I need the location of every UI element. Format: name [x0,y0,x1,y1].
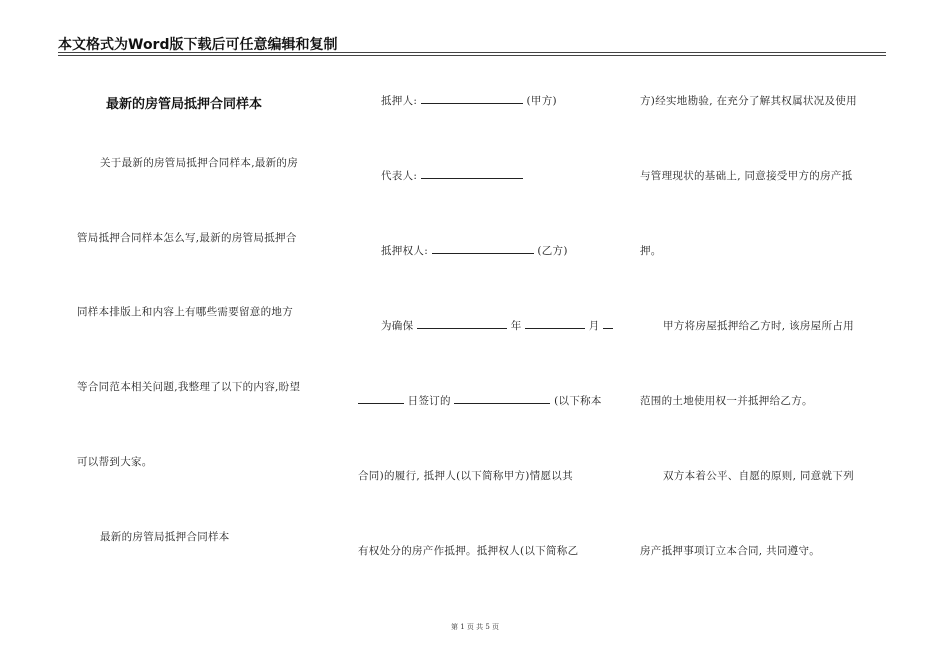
col1-subheading: 最新的房管局抵押合同样本 [100,531,230,543]
header-rule [58,52,886,53]
document-header: 本文格式为Word版下载后可任意编辑和复制 [58,37,338,53]
col3-line: 双方本着公平、自愿的原则, 同意就下列 [663,470,854,482]
col1-line: 等合同范本相关问题,我整理了以下的内容,盼望 [77,381,301,393]
pledgee-blank[interactable] [432,243,534,254]
day-signed-label: 日签订的 [407,395,451,407]
col3-line: 房产抵押事项订立本合同, 共同遵守。 [640,545,821,557]
representative-blank[interactable] [421,168,523,179]
pledgee-suffix: (乙方) [537,245,568,257]
col1-line: 可以帮到大家。 [77,456,153,468]
pledgor-suffix: (甲方) [526,95,557,107]
representative-line [381,168,523,183]
pledgee-line [381,243,568,258]
pledgor-label: 抵押人: [381,95,418,107]
month-label: 月 [588,320,600,332]
pledgor-blank[interactable] [421,93,523,104]
contract-name-blank[interactable] [454,393,550,404]
header-rule-double [58,55,886,56]
col1-line: 同样本排版上和内容上有哪些需要留意的地方 [77,306,293,318]
col2-line: 合同)的履行, 抵押人(以下简称甲方)情愿以其 [358,470,573,482]
col3-line: 范围的土地使用权一并抵押给乙方。 [640,395,813,407]
page-number: 第 1 页 共 5 页 [450,623,500,631]
year-label: 年 [510,320,522,332]
col2-line: 有权处分的房产作抵押。抵押权人(以下简称乙 [358,545,579,557]
ensure-label: 为确保 [381,320,414,332]
month-blank[interactable] [525,318,585,329]
signed-line [358,393,602,408]
pledgee-label: 抵押权人: [381,245,429,257]
col3-line: 与管理现状的基础上, 同意接受甲方的房产抵 [640,170,853,182]
representative-label: 代表人: [381,170,418,182]
ensure-line [381,318,613,333]
col3-line: 方)经实地勘验, 在充分了解其权属状况及使用 [640,95,857,107]
day-blank[interactable] [603,318,613,329]
document-title: 最新的房管局抵押合同样本 [106,97,263,112]
col3-line: 甲方将房屋抵押给乙方时, 该房屋所占用 [663,320,854,332]
pledgor-line [381,93,557,108]
year-blank[interactable] [417,318,507,329]
col1-line: 管局抵押合同样本怎么写,最新的房管局抵押合 [77,232,297,244]
day-blank-2[interactable] [358,393,404,404]
hereinafter-label: (以下称本 [554,395,602,407]
col1-line: 关于最新的房管局抵押合同样本,最新的房 [100,157,299,169]
col3-line: 押。 [640,245,662,257]
